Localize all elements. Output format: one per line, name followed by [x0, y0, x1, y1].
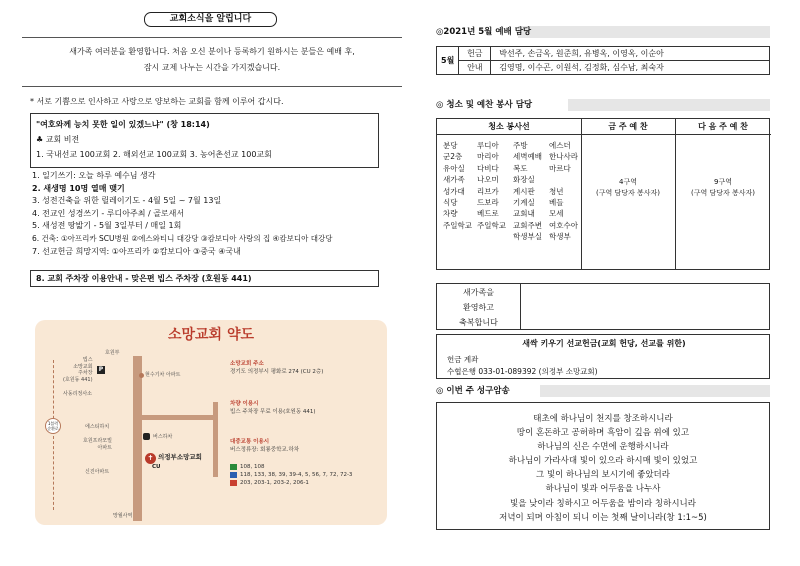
bus-line: 108, 108 — [240, 464, 265, 470]
welcome-label — [437, 284, 521, 329]
mission-box — [436, 334, 770, 379]
left-page — [22, 0, 402, 566]
list-item: 주일학교 — [443, 220, 472, 230]
this-week-sub: (구역 담당자 봉사자) — [595, 189, 660, 197]
info-body: 경기도 의정부시 평화로 274 (CU 2층) — [230, 369, 324, 375]
list-item: 리브가 — [477, 186, 499, 196]
volunteer-col — [443, 140, 472, 231]
map-line — [53, 360, 54, 510]
map-label-sinjin: 신진아파트 — [85, 469, 110, 475]
welcome-box — [436, 283, 770, 330]
map-cu-label: CU — [152, 464, 161, 470]
note-text: * 서로 기쁨으로 인사하고 사랑으로 양보하는 교회를 함께 이루어 갑시다. — [30, 97, 284, 106]
scripture-line: 그 빛이 하나님의 보시기에 좋았더라 — [536, 470, 670, 481]
bus-line: 203, 203-1, 203-2, 206-1 — [240, 480, 309, 486]
map-dot — [139, 373, 144, 378]
volunteer-table — [436, 118, 770, 270]
list-item: 세벽예배 — [513, 152, 542, 162]
mission-line: 수협은행 033-01-089392 (의정부 소망교회) — [447, 366, 598, 376]
map-marker-label: 1블럭 순환로 — [47, 421, 59, 431]
scripture-line: 저녁이 되며 아침이 되니 이는 첫째 날이니라(창 1:1~5) — [499, 512, 707, 523]
list-item: 식당 — [443, 198, 458, 208]
vision-title: ♣ 교회 비전 — [36, 135, 80, 144]
service-names: 김영명, 이수곤, 이원석, 김정화, 심수남, 최숙자 — [491, 61, 770, 75]
notice-list — [32, 170, 333, 258]
map-label-esheop: 에스티하치 — [85, 424, 110, 430]
list-item: 분당 — [443, 141, 458, 150]
list-item — [549, 174, 578, 185]
table-row — [437, 61, 770, 75]
scripture-line: 땅이 혼돈하고 공허하며 흑암이 깊음 위에 있고 — [516, 428, 690, 439]
volunteer-col — [549, 140, 578, 243]
parking-notice: 8. 교회 주차장 이용안내 - 맞은편 빕스 주차장 (호원동 441) — [30, 270, 379, 287]
notice-item: 6. 건축: ①아프리카 SCU병원 ②에스와티니 대강당 ③캄보디아 사랑의 집 ④캄보디아 대강당 — [32, 233, 333, 243]
list-item: 에스더 — [549, 141, 571, 150]
vision-list: 1. 국내선교 100교회 2. 해외선교 100교회 3. 농어촌선교 100교회 — [36, 150, 272, 159]
list-item: 청년 — [549, 186, 564, 196]
hymn-heading: ◎ 이번 주 성구암송 — [436, 386, 510, 396]
list-item: 모세 — [549, 209, 564, 219]
map-label-parking: 빕스 소망교회 주차장 (호원동 441) — [63, 357, 93, 383]
list-item: 차량 — [443, 209, 458, 219]
scripture-line: 하나님의 신은 수면에 운행하시니라 — [537, 442, 669, 453]
list-item: 기계실 — [513, 198, 535, 208]
list-item: 주일학교 — [477, 220, 506, 230]
map-label-saejeong: 사동리정사소 — [63, 391, 92, 397]
notice-item: 1. 일기쓰기: 오늘 하루 예수님 생각 — [32, 171, 156, 180]
list-item: 유아실 — [443, 163, 465, 173]
notice-item: 5. 새성전 땅밟기 - 5월 3일부터 / 매일 1회 — [32, 221, 182, 231]
this-week-header: 금 주 예 찬 — [581, 119, 675, 135]
next-week-group: 9구역 — [714, 178, 732, 186]
volunteer-col — [513, 140, 542, 243]
list-item: 교회내 — [513, 209, 535, 219]
list-item: 교회주변 — [513, 220, 542, 230]
table-row — [437, 47, 770, 61]
map-title: 소망교회 약도 — [167, 327, 255, 343]
map-road-horizontal — [133, 415, 218, 420]
list-item: 새가족 — [443, 175, 465, 185]
church-icon: ✝ — [145, 453, 156, 464]
list-item: 학생부실 — [513, 232, 542, 242]
mission-account — [447, 354, 598, 377]
heading-bar — [540, 385, 770, 397]
map-label-hoyun-apt: 호원프라모빌 아파트 — [83, 438, 112, 451]
heading-bar — [568, 99, 770, 111]
info-head: 차량 이용시 — [230, 401, 259, 407]
map-label-apt: 현수기차 아파트 — [145, 372, 181, 378]
heading-bar — [518, 26, 770, 38]
list-item: 복도 — [513, 163, 528, 173]
this-week-cell — [581, 177, 675, 199]
list-item: 주방 — [513, 141, 528, 150]
next-week-cell — [675, 177, 771, 199]
map-label-hoyeonbu: 호원부 — [105, 350, 120, 356]
map-info-transit — [230, 438, 299, 454]
welcome-line: 새가족 여러분을 환영합니다. 처음 오신 분이나 등록하기 원하시는 분들은 예배 후, — [69, 47, 355, 56]
mission-line: 헌금 계좌 — [447, 355, 479, 364]
service-month: 5월 — [437, 47, 459, 75]
bus-line-icon — [230, 472, 237, 478]
list-item: 군2층 — [443, 152, 463, 162]
list-item: 여호수아 — [549, 220, 578, 230]
clean-header: 청소 봉사선 — [437, 119, 581, 135]
info-body: 버스정류장: 회룡중학교.하차 — [230, 447, 300, 453]
list-item: 루디아 — [477, 141, 499, 150]
service-heading: ◎2021년 5월 예배 담당 — [436, 27, 532, 37]
news-title: 교회소식을 알립니다 — [144, 12, 277, 27]
map-church-label: 의정부소망교회 — [158, 453, 202, 461]
map-info-car — [230, 400, 316, 416]
mission-title: 새싹 키우기 선교헌금(교회 헌당, 선교를 위한) — [522, 339, 686, 348]
map-road-vertical — [133, 356, 142, 521]
scripture-line: 하나님이 가라사대 빛이 있으라 하시매 빛이 있었고 — [508, 456, 698, 467]
vision-box — [30, 113, 379, 168]
right-page — [436, 0, 770, 566]
info-head: 소망교회 주소 — [230, 361, 264, 367]
list-item: 성가대 — [443, 186, 465, 196]
next-week-header: 다 음 주 예 찬 — [675, 119, 771, 135]
service-role: 안내 — [459, 61, 491, 75]
list-item: 계시판 — [513, 186, 535, 196]
list-item: 나오미 — [477, 175, 499, 185]
next-week-sub: (구역 담당자 봉사자) — [690, 189, 755, 197]
scripture-line: 빛을 낮이라 칭하시고 어두움을 밤이라 칭하시니라 — [510, 498, 696, 509]
info-head: 대중교통 이용시 — [230, 439, 270, 445]
list-item: 한나사라 — [549, 152, 578, 162]
map-label-bus: 버스하차 — [153, 434, 173, 440]
list-item: 베드로 — [477, 209, 499, 219]
service-names: 박선주, 손금옥, 원준희, 유병옥, 이영옥, 이순아 — [491, 47, 770, 61]
notice-item: 2. 새생명 10명 열매 맺기 — [32, 183, 125, 193]
verse: "여호와께 능치 못한 일이 있겠느냐" (창 18:14) — [36, 120, 210, 129]
church-map — [35, 320, 387, 525]
map-info-address — [230, 360, 323, 376]
welcome-line: 잠시 교제 나누는 시간을 가지겠습니다. — [143, 63, 281, 72]
bus-line: 118, 133, 38, 39, 39-4, 5, 56, 7, 72, 72-3 — [240, 472, 353, 478]
welcome-line: 새가족을 — [463, 288, 494, 297]
list-item: 드보라 — [477, 198, 499, 208]
welcome-line: 환영하고 — [463, 303, 494, 312]
welcome-text — [22, 44, 402, 76]
bus-line-icon — [230, 480, 237, 486]
notice-item: 7. 선교헌금 희망지역: ①아프리카 ②캄보디아 ③중국 ④국내 — [32, 246, 241, 256]
list-item: 마르다 — [549, 163, 571, 173]
notice-item: 4. 전교인 성경쓰기 - 루디아주최 / 골로새서 — [32, 208, 185, 218]
scripture-line: 태초에 하나님이 천지를 창조하시니라 — [533, 414, 673, 424]
map-bus-lines — [230, 463, 352, 487]
map-marker — [45, 418, 61, 434]
list-item: 학생부 — [549, 232, 571, 242]
clean-heading: ◎ 청소 및 예찬 봉사 담당 — [436, 100, 533, 110]
service-role: 헌금 — [459, 47, 491, 61]
scripture-box — [436, 402, 770, 530]
scripture-line: 하나님이 빛과 어두움을 나누사 — [545, 484, 661, 495]
divider — [22, 86, 402, 87]
list-item: 베들 — [549, 198, 564, 208]
this-week-group: 4구역 — [619, 178, 637, 186]
parking-icon: P — [98, 366, 104, 373]
bus-line-icon — [230, 464, 237, 470]
welcome-line: 축복합니다 — [459, 318, 498, 327]
info-body: 빕스 주차장 무료 이용(호원동 441) — [230, 409, 316, 415]
list-item: 마리아 — [477, 152, 499, 162]
notice-item: 3. 성전건축을 위한 릴레이기도 - 4월 5일 ~ 7월 13일 — [32, 196, 222, 206]
map-road-side — [213, 402, 218, 477]
list-item: 화장실 — [513, 175, 535, 185]
service-table — [436, 46, 770, 75]
divider — [22, 37, 402, 38]
list-item: 다비다 — [477, 163, 499, 173]
volunteer-col — [477, 140, 506, 231]
bus-icon — [143, 433, 150, 440]
map-label-station: 망월사역 — [113, 513, 133, 519]
